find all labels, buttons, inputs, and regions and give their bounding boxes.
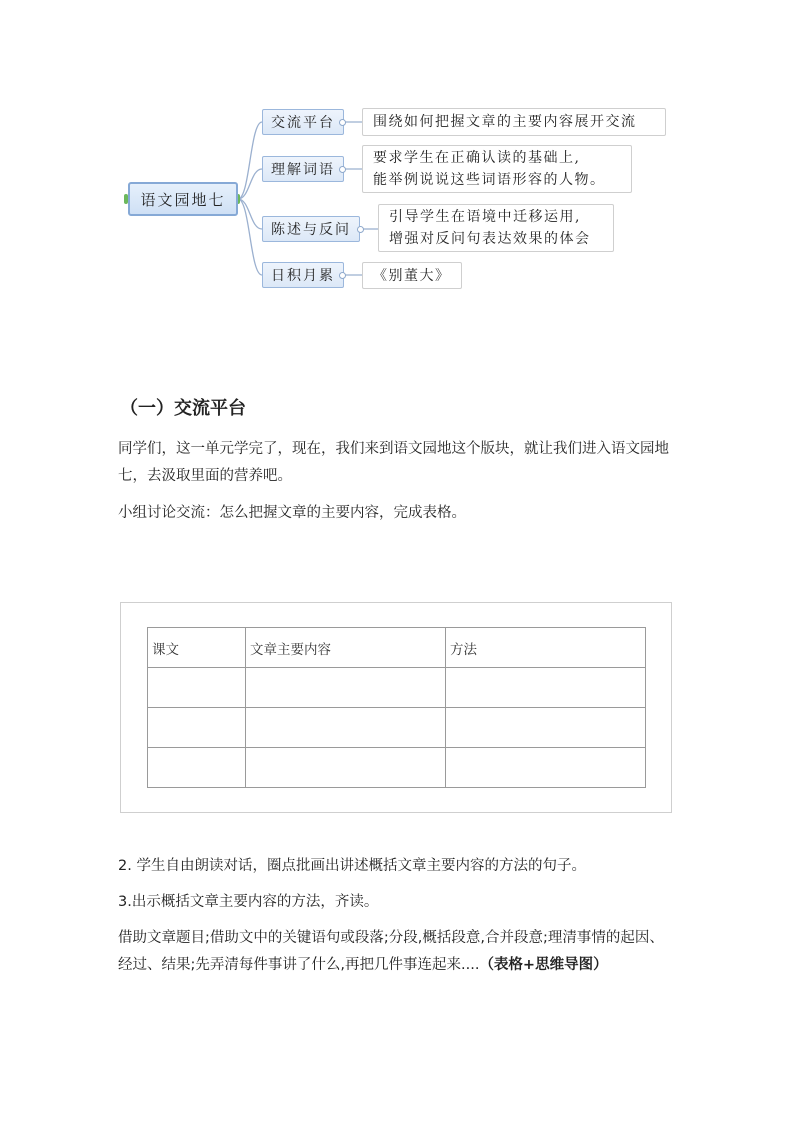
branch-connector-dot	[339, 166, 346, 173]
table-cell[interactable]	[446, 668, 646, 708]
branch-connector-dot	[357, 226, 364, 233]
leaf-line: 增强对反问句表达效果的体会	[389, 231, 591, 247]
mind-map	[0, 0, 794, 300]
table-cell[interactable]	[446, 748, 646, 788]
table-cell[interactable]	[148, 668, 246, 708]
table-cell[interactable]	[246, 708, 446, 748]
branch-connector-dot	[339, 272, 346, 279]
branch-daily-accumulation: 日积月累	[262, 262, 344, 288]
methods-note: （表格+思维导图）	[479, 957, 608, 973]
table-cell[interactable]	[446, 708, 646, 748]
branch-connector-dot	[339, 119, 346, 126]
summary-table	[147, 627, 646, 788]
leaf-line: 引导学生在语境中迁移运用,	[389, 209, 581, 225]
leaf-line: 《别董大》	[373, 267, 451, 284]
table-header-row	[148, 628, 646, 668]
leaf-exchange-platform	[362, 108, 666, 136]
leaf-statement-rhetorical	[378, 204, 614, 252]
intro-paragraph: 同学们，这一单元学完了，现在，我们来到语文园地这个版块，就让我们进入语文园地七，去汲取里面的营养吧。	[118, 441, 669, 484]
table-cell[interactable]	[246, 748, 446, 788]
methods-paragraph	[118, 925, 674, 979]
leaf-understand-words	[362, 145, 632, 193]
header-cell-text: 课文	[148, 628, 246, 668]
table-row	[148, 668, 646, 708]
leaf-daily-accumulation	[362, 262, 462, 289]
header-cell-method: 方法	[446, 628, 646, 668]
branch-statement-rhetorical: 陈述与反问	[262, 216, 360, 242]
task-paragraph: 小组讨论交流：怎么把握文章的主要内容，完成表格。	[118, 505, 466, 521]
section-heading: （一）交流平台	[120, 398, 246, 419]
table-cell[interactable]	[148, 708, 246, 748]
table-row	[148, 708, 646, 748]
leaf-line: 围绕如何把握文章的主要内容展开交流	[373, 114, 637, 130]
table-cell[interactable]	[148, 748, 246, 788]
mind-map-root: 语文园地七	[128, 182, 238, 216]
step-2-paragraph: 2. 学生自由朗读对话，圈点批画出讲述概括文章主要内容的方法的句子。	[118, 858, 586, 874]
table-row	[148, 748, 646, 788]
step-3-paragraph: 3.出示概括文章主要内容的方法，齐读。	[118, 894, 379, 910]
branch-understand-words: 理解词语	[262, 156, 344, 182]
leaf-line: 要求学生在正确认读的基础上,	[373, 150, 581, 166]
methods-text: 借助文章题目;借助文中的关键语句或段落;分段,概括段意,合并段意;理清事情的起因、经过、结果;先弄清每件事讲了什么,再把几件事连起来....	[118, 930, 664, 973]
branch-exchange-platform: 交流平台	[262, 109, 344, 135]
header-cell-main-content: 文章主要内容	[246, 628, 446, 668]
leaf-line: 能举例说说这些词语形容的人物。	[373, 172, 606, 188]
table-cell[interactable]	[246, 668, 446, 708]
